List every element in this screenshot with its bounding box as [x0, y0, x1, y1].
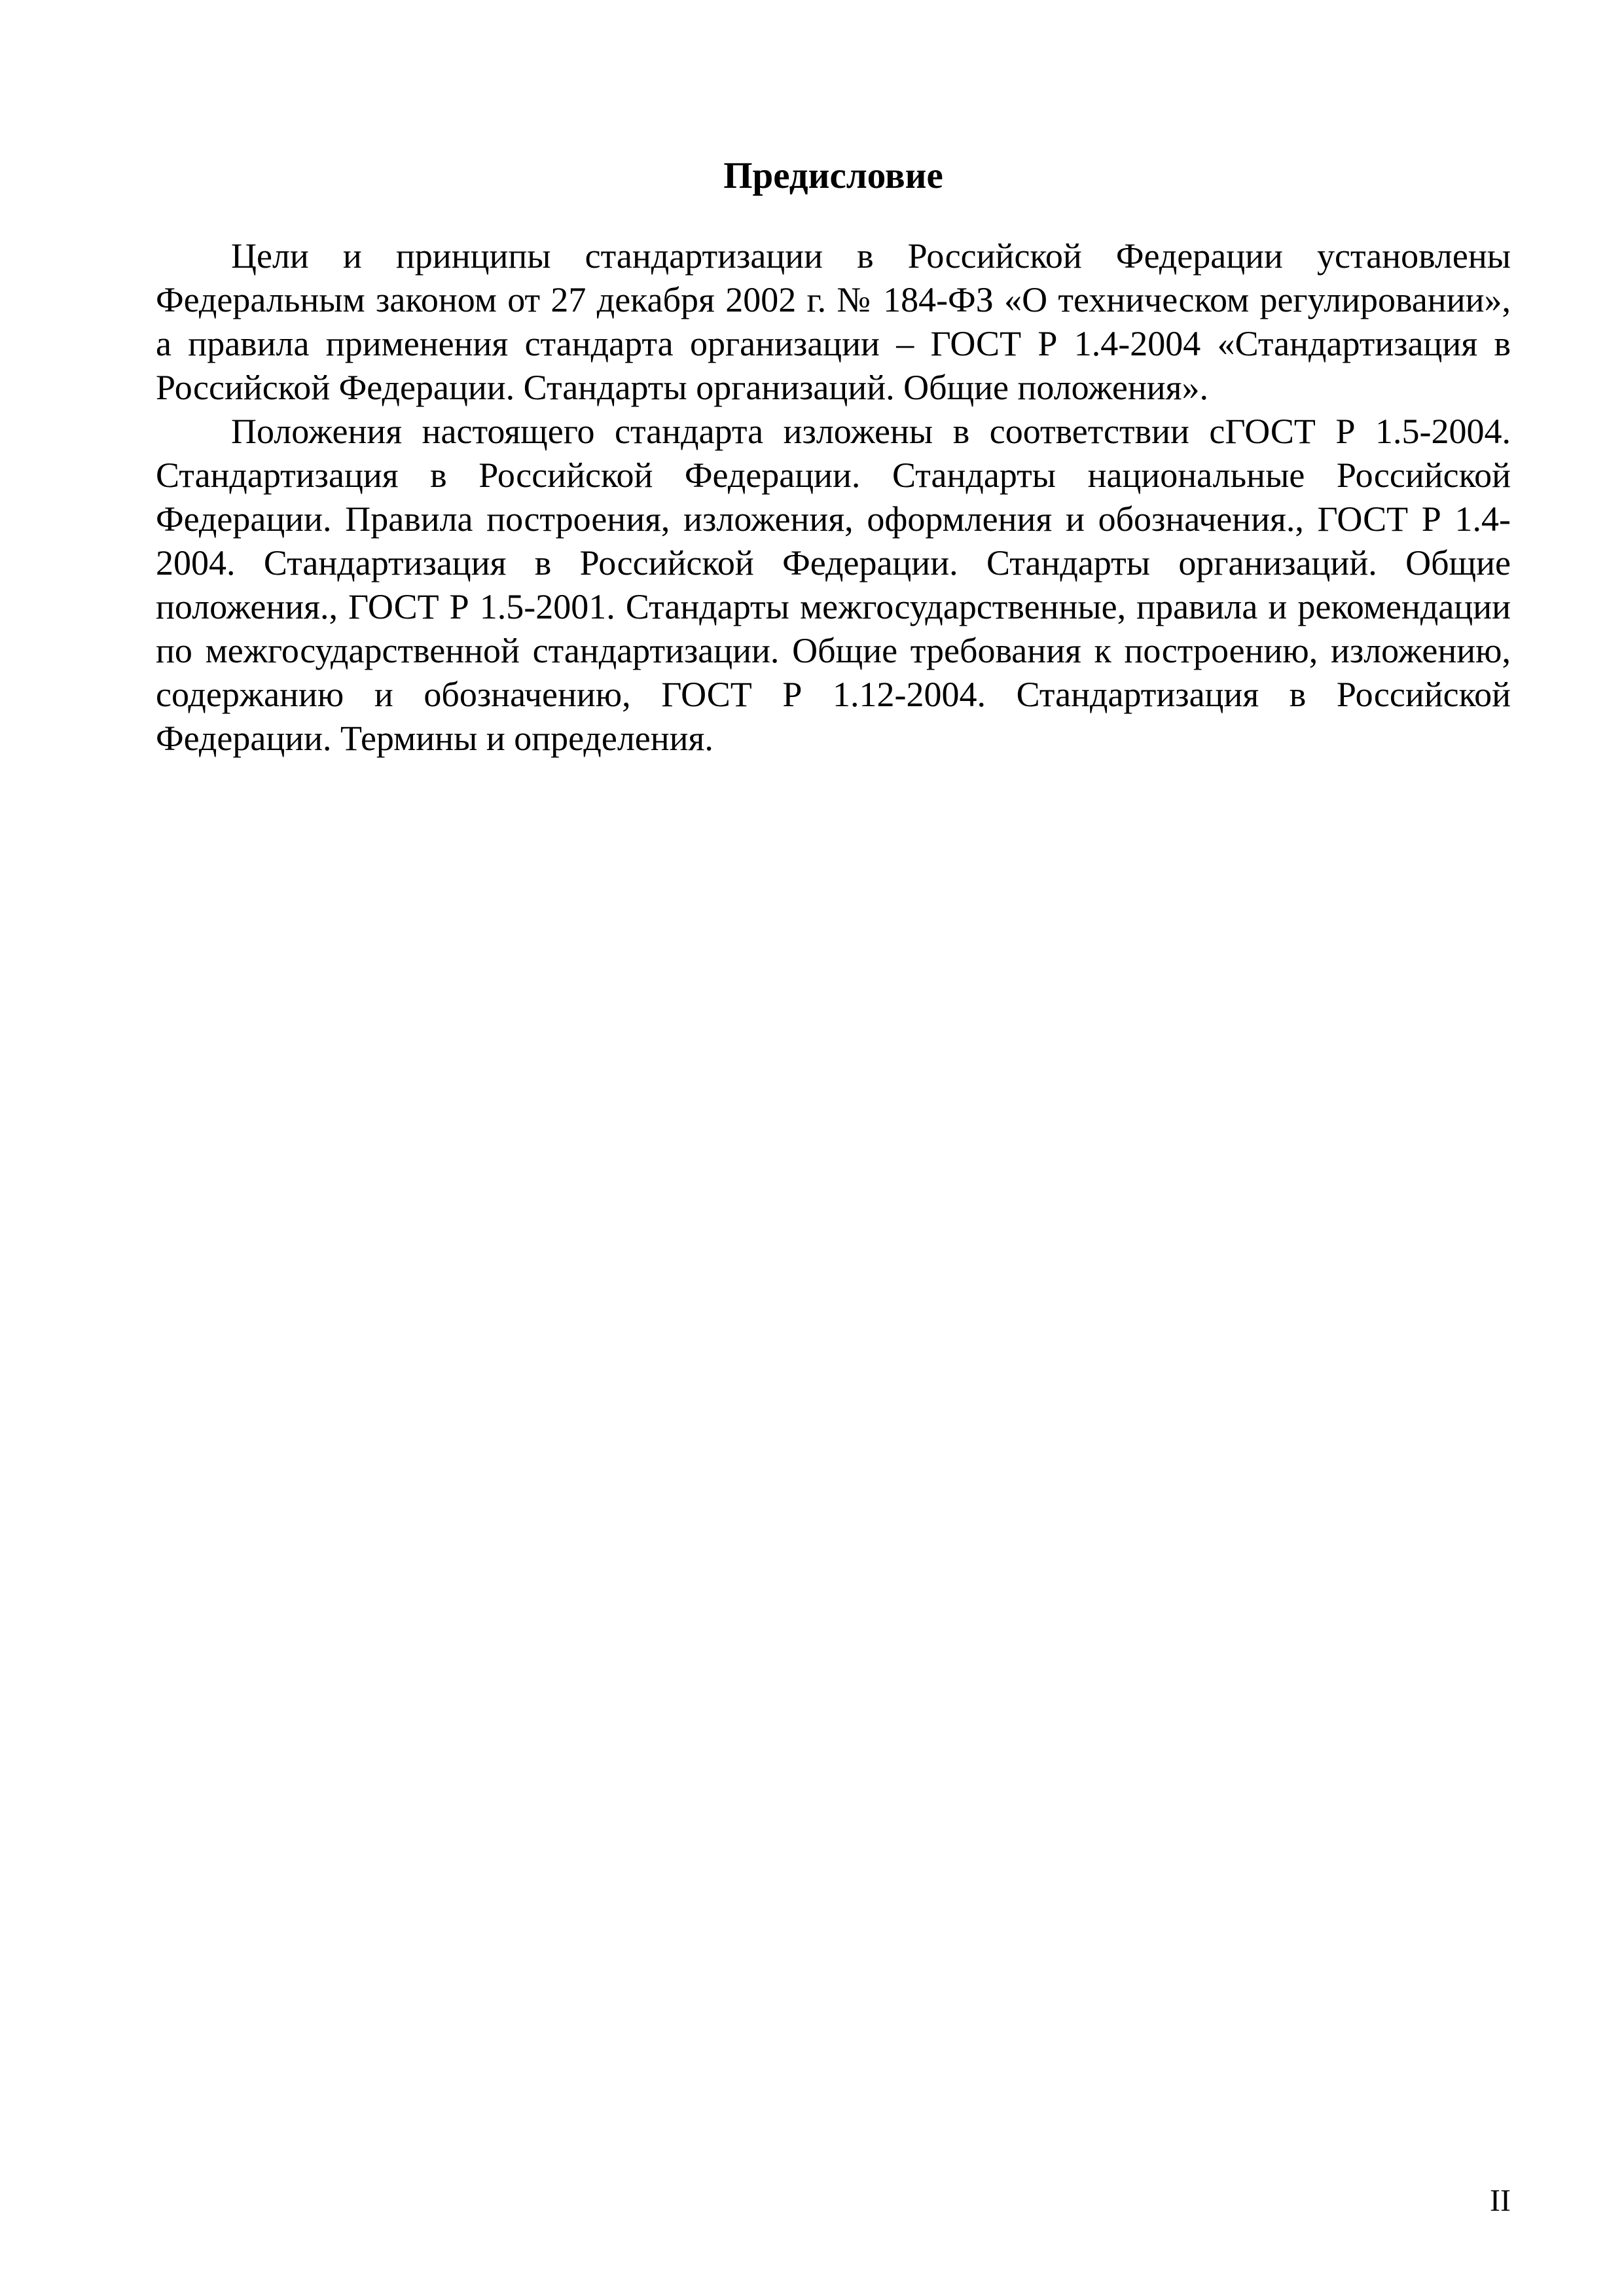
page-number: II: [1490, 2183, 1511, 2218]
page-content: [156, 149, 1511, 761]
page-heading: Предисловие: [723, 155, 943, 196]
paragraph-provisions: Положения настоящего стандарта изложены в соответствии сГОСТ Р 1.5-2004. Стандартизация в Российской Федерации. Стандарты национальные Российской Федерации. Правила построения, изложения, оформления и обозначения., ГОСТ Р 1.4-2004. Стандартизация в Российской Федерации. Стандарты организаций. Общие положения., ГОСТ Р 1.5-2001. Стандарты межгосударственные, правила и рекомендации по межгосударственной стандартизации. Общие требования к построению, изложению, содержанию и обозначению, ГОСТ Р 1.12-2004. Стандартизация в Российской Федерации. Термины и определения.: [156, 412, 1511, 758]
paragraph-goals: Цели и принципы стандартизации в Российской Федерации установлены Федеральным законом от 27 декабря 2002 г. № 184-ФЗ «О техническом регулировании», а правила применения стандарта организации – ГОСТ Р 1.4-2004 «Стандартизация в Российской Федерации. Стандарты организаций. Общие положения».: [156, 236, 1511, 407]
